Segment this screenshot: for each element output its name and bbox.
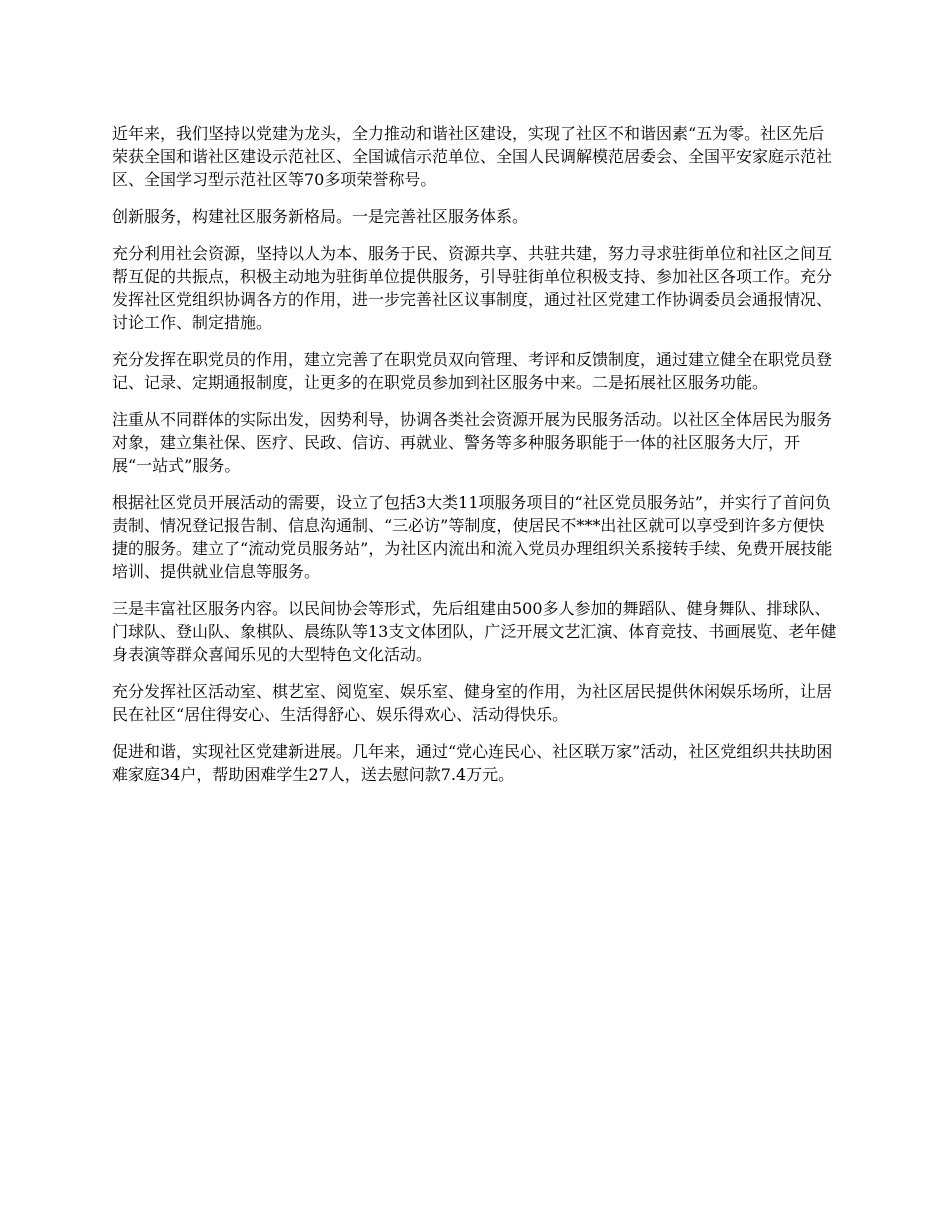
- paragraph-2: 创新服务，构建社区服务新格局。一是完善社区服务体系。: [112, 207, 529, 226]
- document-body: [112, 122, 840, 800]
- paragraph-3: 充分利用社会资源，坚持以人为本、服务于民、资源共享、共驻共建，努力寻求驻街单位和社区之间互帮互促的共振点，积极主动地为驻街单位提供服务，引导驻街单位积极支持、参加社区各项工作。充分发挥社区党组织协调各方的作用，进一步完善社区议事制度，通过社区党建工作协调委员会通报情况、讨论工作、制定措施。: [112, 244, 833, 332]
- paragraph-5: 注重从不同群体的实际出发，因势利导，协调各类社会资源开展为民服务活动。以社区全体居民为服务对象，建立集社保、医疗、民政、信访、再就业、警务等多种服务职能于一体的社区服务大厅，开展“一站式”服务。: [112, 410, 833, 475]
- paragraph-6: 根据社区党员开展活动的需要，设立了包括3大类11项服务项目的“社区党员服务站”，并实行了首问负责制、情况登记报告制、信息沟通制、“三必访”等制度，使居民不***出社区就可以享受到许多方便快捷的服务。建立了“流动党员服务站”，为社区内流出和流入党员办理组织关系接转手续、免费开展技能培训、提供就业信息等服务。: [112, 493, 833, 581]
- paragraph-7: 三是丰富社区服务内容。以民间协会等形式，先后组建由500多人参加的舞蹈队、健身舞队、排球队、门球队、登山队、象棋队、晨练队等13支文体团队，广泛开展文艺汇演、体育竞技、书画展览、老年健身表演等群众喜闻乐见的大型特色文化活动。: [112, 599, 837, 664]
- paragraph-1: 近年来，我们坚持以党建为龙头，全力推动和谐社区建设，实现了社区不和谐因素“五为零。社区先后荣获全国和谐社区建设示范社区、全国诚信示范单位、全国人民调解模范居委会、全国平安家庭示范社区、全国学习型示范社区等70多项荣誉称号。: [112, 124, 833, 189]
- paragraph-4: 充分发挥在职党员的作用，建立完善了在职党员双向管理、考评和反馈制度，通过建立健全在职党员登记、记录、定期通报制度，让更多的在职党员参加到社区服务中来。二是拓展社区服务功能。: [112, 350, 833, 392]
- paragraph-9: 促进和谐，实现社区党建新进展。几年来，通过“党心连民心、社区联万家”活动，社区党组织共扶助困难家庭34户，帮助困难学生27人，送去慰问款7.4万元。: [112, 742, 833, 784]
- paragraph-8: 充分发挥社区活动室、棋艺室、阅览室、娱乐室、健身室的作用，为社区居民提供休闲娱乐场所，让居民在社区“居住得安心、生活得舒心、娱乐得欢心、活动得快乐。: [112, 682, 833, 724]
